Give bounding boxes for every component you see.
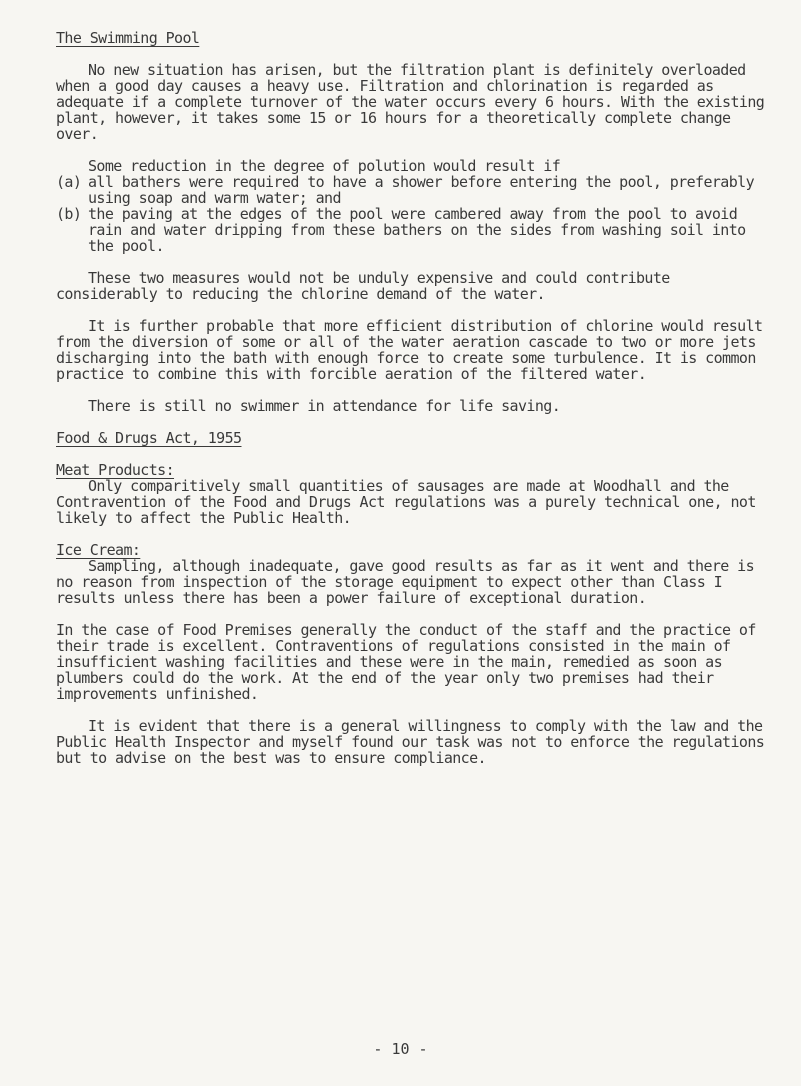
- chlorine-distribution-paragraph: It is further probable that more efficient distribution of chlorine would result from the diversion of some or all of the water aeration cascade to two or more jets discharging into the bath with enough force to create some turbulence. It is common practice to combine this with forcible aeration of the filtered water.: [56, 317, 763, 383]
- page-number: - 10 -: [373, 1040, 428, 1058]
- list-marker: (b): [56, 205, 82, 223]
- ice-cream-section: [56, 542, 776, 606]
- meat-products-section: [56, 462, 776, 526]
- list-item: [56, 206, 776, 254]
- reduction-list: [56, 158, 776, 254]
- list-item: [56, 174, 776, 206]
- life-saving-paragraph: There is still no swimmer in attendance for life saving.: [88, 397, 561, 415]
- meat-products-text: Only comparitively small quantities of sausages are made at Woodhall and the Contravention of the Food and Drugs Act regulations was a purely technical one, not likely to affect the Public Health.: [56, 477, 756, 527]
- list-marker: (a): [56, 173, 82, 191]
- reduction-intro: Some reduction in the degree of polution would result if: [88, 157, 561, 175]
- food-premises-paragraph: In the case of Food Premises generally the conduct of the staff and the practice of their trade is excellent. Contraventions of regulations consisted in the main of insufficient washing facilities and these were in the main, remedied as soon as plumbers could do the work. At the end of the year only two premises had their improvements unfinished.: [56, 621, 756, 703]
- list-text: the paving at the edges of the pool were cambered away from the pool to avoid rain and water dripping from these bathers on the sides from washing soil into the pool.: [88, 205, 746, 255]
- compliance-paragraph: It is evident that there is a general willingness to comply with the law and the Public Health Inspector and myself found our task was not to enforce the regulations but to advise on the best was to ensure compliance.: [56, 717, 765, 767]
- filtration-paragraph: No new situation has arisen, but the filtration plant is definitely overloaded when a good day causes a heavy use. Filtration and chlorination is regarded as adequate if a complete turnover of the water occurs every 6 hours. With the existing plant, however, it takes some 15 or 16 hours for a theoretically complete change over.: [56, 61, 765, 143]
- list-text: all bathers were required to have a shower before entering the pool, preferably using soap and warm water; and: [88, 173, 755, 207]
- meat-products-heading: Meat Products:: [56, 461, 175, 479]
- measures-paragraph: These two measures would not be unduly expensive and could contribute considerably to reducing the chlorine demand of the water.: [56, 269, 670, 303]
- swimming-pool-heading: The Swimming Pool: [56, 29, 200, 47]
- document-page: [56, 30, 776, 782]
- ice-cream-text: Sampling, although inadequate, gave good results as far as it went and there is no reason from inspection of the storage equipment to expect other than Class I results unless there has been a power failure of exceptional duration.: [56, 557, 755, 607]
- ice-cream-heading: Ice Cream:: [56, 541, 141, 559]
- food-drugs-heading: Food & Drugs Act, 1955: [56, 429, 242, 447]
